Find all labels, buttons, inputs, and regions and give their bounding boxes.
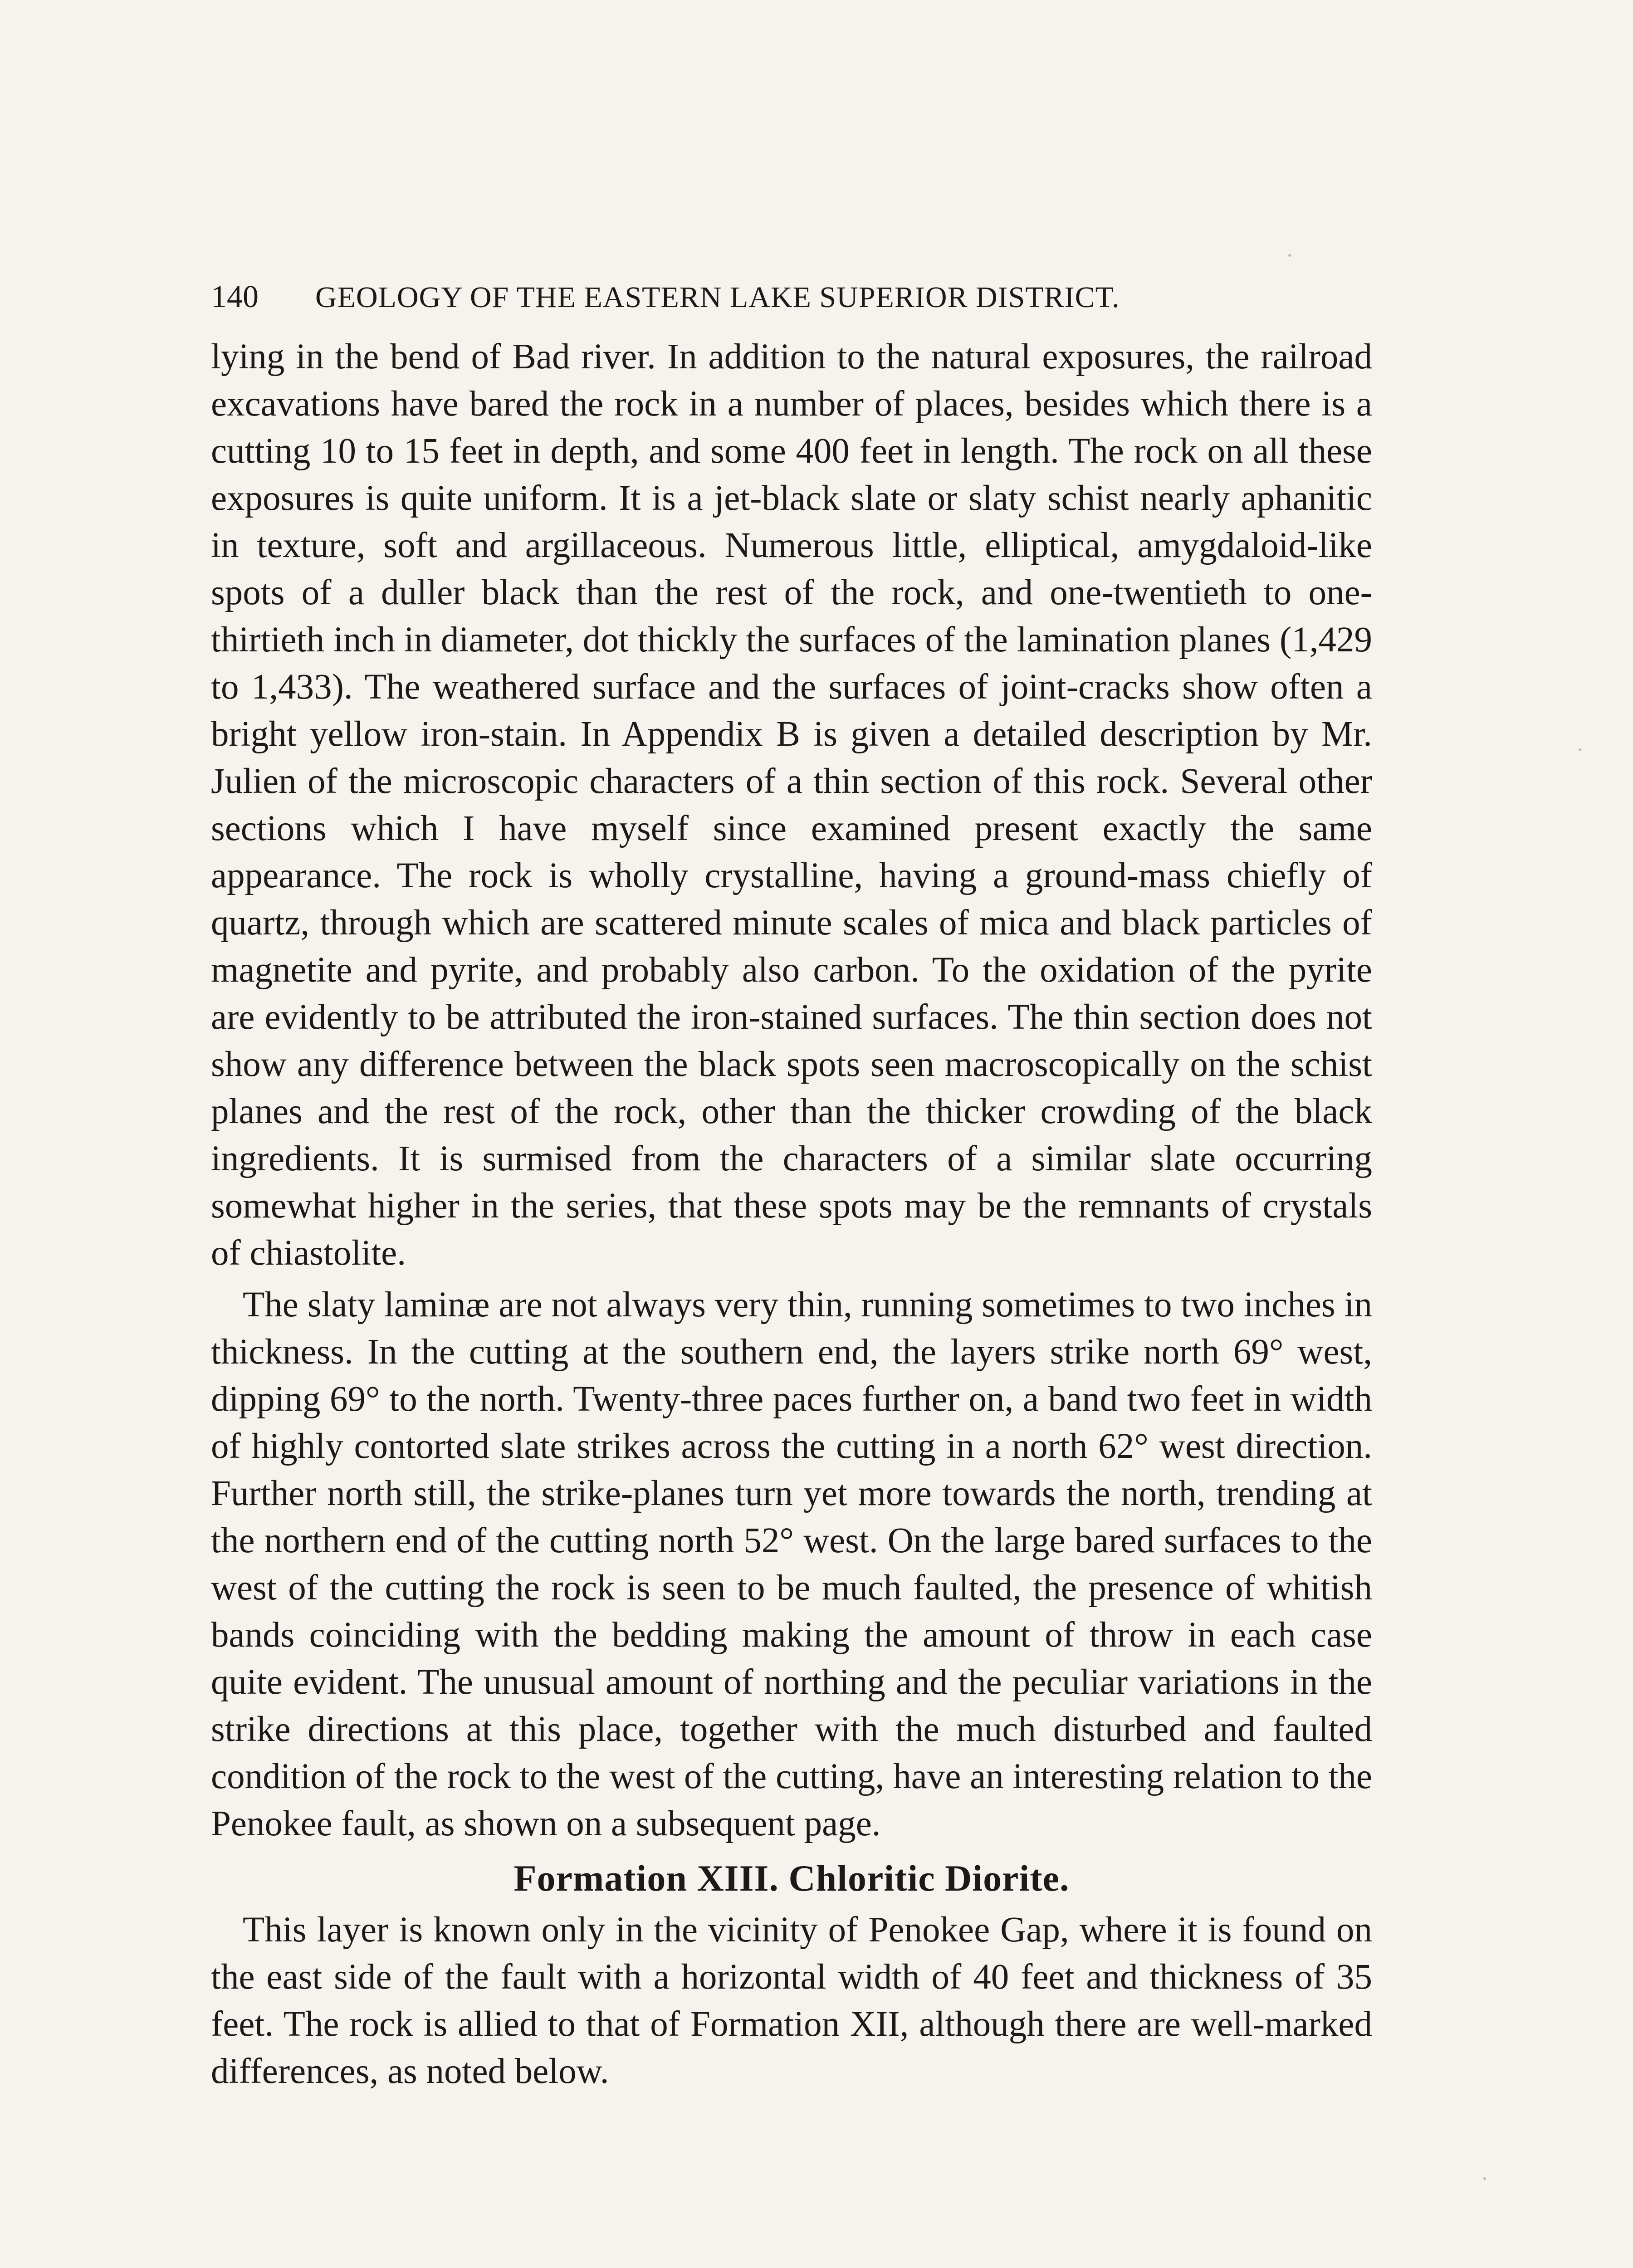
section-heading: Formation XIII. Chloritic Diorite. xyxy=(513,1857,1070,1899)
paper-speck xyxy=(1483,2177,1486,2180)
paper-speck xyxy=(1579,748,1581,751)
paper-speck xyxy=(1288,254,1291,257)
paragraph-slaty-laminae: The slaty laminæ are not always very thin, running sometimes to two inches in thickness. In the cutting at the southern end, the layers strike north 69° west, dipping 69° to the north. Twenty-three paces further on, a band two feet in width of highly contorted slate strikes across the cutting in a north 62° west direction. Further north still, the strike-planes turn yet more towards the north, trending at the northern end of the cutting north 52° west. On the large bared surfaces to the west of the cutting the rock is seen to be much faulted, the presence of whitish bands coinciding with the bedding making the amount of throw in each case quite evident. The unusual amount of northing and the peculiar variations in the strike directions at this place, together with the much disturbed and faulted condition of the rock to the west of the cutting, have an interesting relation to the Penokee fault, as shown on a subsequent page. xyxy=(211,1285,1372,1843)
body-text xyxy=(211,333,1372,2095)
running-head-title: GEOLOGY OF THE EASTERN LAKE SUPERIOR DISTRICT. xyxy=(315,281,1120,314)
paragraph-slate-description: lying in the bend of Bad river. In addition to the natural exposures, the railroad excavations have bared the rock in a number of places, besides which there is a cutting 10 to 15 feet in depth, and some 400 feet in length. The rock on all these exposures is quite uniform. It is a jet-black slate or slaty schist nearly aphanitic in texture, soft and argillaceous. Numerous little, elliptical, amygdaloid-like spots of a duller black than the rest of the rock, and one-twentieth to one-thirtieth inch in diameter, dot thickly the surfaces of the lamination planes (1,429 to 1,433). The weathered surface and the surfaces of joint-cracks show often a bright yellow iron-stain. In Appendix B is given a detailed description by Mr. Julien of the microscopic characters of a thin section of this rock. Several other sections which I have myself since examined present exactly the same appearance. The rock is wholly crystalline, having a ground-mass chiefly of quartz, through which are scattered minute scales of mica and black particles of magnetite and pyrite, and probably also carbon. To the oxidation of the pyrite are evidently to be attributed the iron-stained surfaces. The thin section does not show any difference between the black spots seen macroscopically on the schist planes and the rest of the rock, other than the thicker crowding of the black ingredients. It is surmised from the characters of a similar slate occurring somewhat higher in the series, that these spots may be the remnants of crystals of chiastolite. xyxy=(211,337,1372,1273)
page-number: 140 xyxy=(211,279,259,314)
paragraph-chloritic-diorite: This layer is known only in the vicinity of Penokee Gap, where it is found on the east side of the fault with a horizontal width of 40 feet and thickness of 35 feet. The rock is allied to that of Formation XII, although there are well-marked differences, as noted below. xyxy=(211,1910,1372,2091)
running-head xyxy=(211,272,1372,322)
